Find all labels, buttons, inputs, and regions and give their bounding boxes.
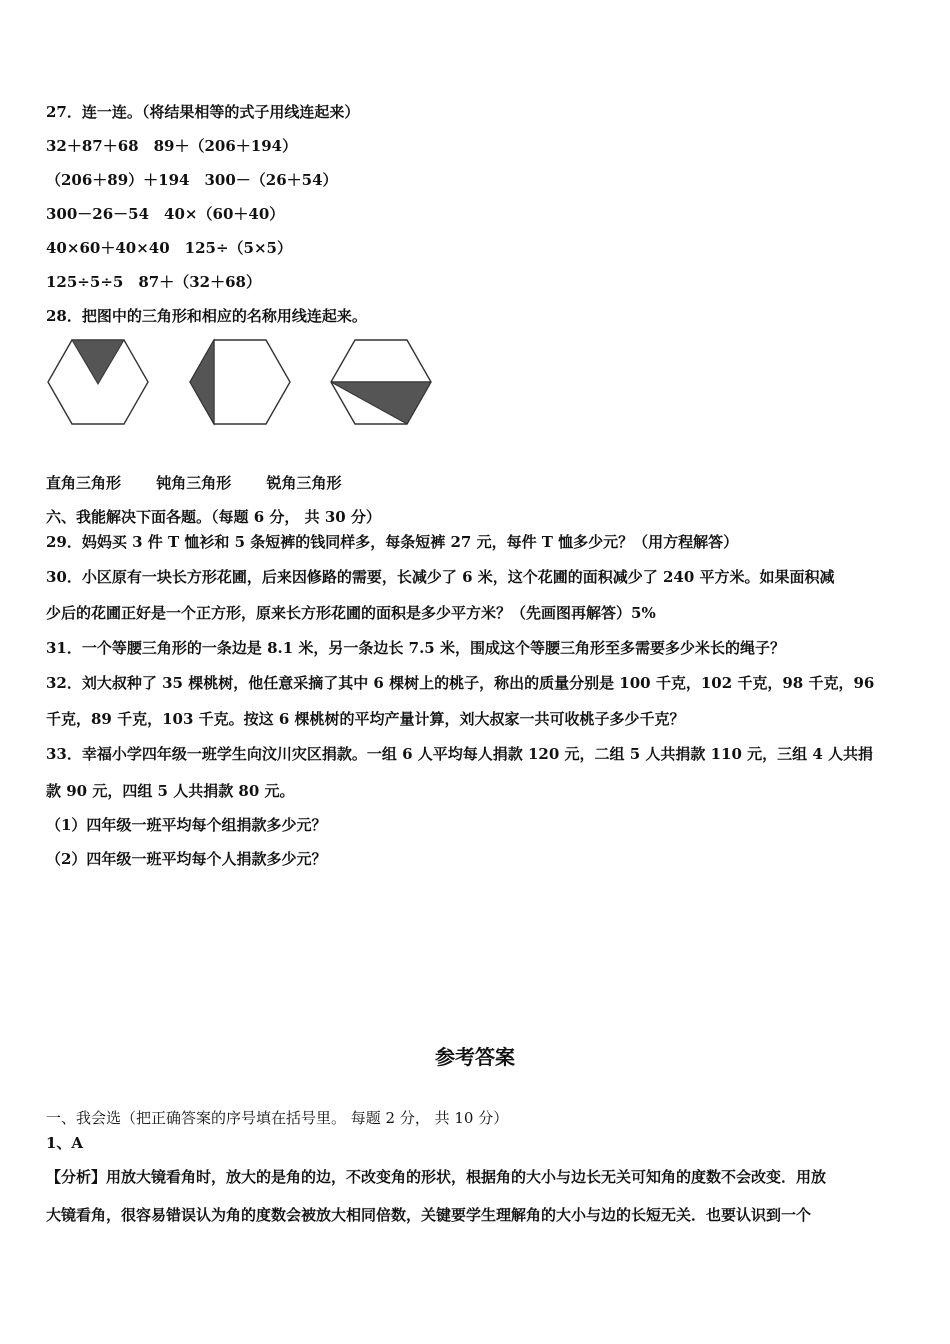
answers-section-1: 一、我会选（把正确答案的序号填在括号里。 每题 2 分， 共 10 分） xyxy=(46,1109,509,1127)
q27-row-5: 125÷5÷5 87＋（32＋68） xyxy=(46,273,261,291)
q32-line-2: 千克，89 千克，103 千克。按这 6 棵桃树的平均产量计算，刘大叔家一共可收桃子多少千克？ xyxy=(46,710,685,728)
section-6-heading: 六、我能解决下面各题。（每题 6 分， 共 30 分） xyxy=(46,508,381,526)
triangle-shaded-1 xyxy=(72,340,124,384)
q27-row-3: 300－26－54 40×（60＋40） xyxy=(46,205,285,223)
hexagon-figure-2 xyxy=(188,336,292,428)
q33-sub-2: （2）四年级一班平均每个人捐款多少元？ xyxy=(46,850,327,868)
q27-row-4: 40×60＋40×40 125÷（5×5） xyxy=(46,239,292,257)
q27-title: 27．连一连。（将结果相等的式子用线连起来） xyxy=(46,103,360,121)
q29: 29．妈妈买 3 件 T 恤衫和 5 条短裤的钱同样多，每条短裤 27 元，每件 T 恤多少元？（用方程解答） xyxy=(46,533,739,551)
q30-line-1: 30．小区原有一块长方形花圃，后来因修路的需要，长减少了 6 米，这个花圃的面积减少了 240 平方米。如果面积减 xyxy=(46,568,835,586)
q30-line-2: 少后的花圃正好是一个正方形，原来长方形花圃的面积是多少平方米？（先画图再解答）5% xyxy=(46,604,656,622)
answers-heading: 参考答案 xyxy=(435,1045,515,1069)
hexagon-figure-3 xyxy=(329,336,433,428)
answer-1: 1、A xyxy=(46,1134,84,1152)
q27-row-1: 32＋87＋68 89＋（206＋194） xyxy=(46,137,298,155)
analysis-line-1: 【分析】用放大镜看角时，放大的是角的边，不改变角的形状，根据角的大小与边长无关可知角的度数不会改变．用放 xyxy=(46,1168,827,1186)
q28-title: 28．把图中的三角形和相应的名称用线连起来。 xyxy=(46,307,367,325)
q33-sub-1: （1）四年级一班平均每个组捐款多少元？ xyxy=(46,816,327,834)
q31: 31．一个等腰三角形的一条边是 8.1 米，另一条边长 7.5 米，围成这个等腰三角形至多需要多少米长的绳子？ xyxy=(46,639,785,657)
q33-line-1: 33．幸福小学四年级一班学生向汶川灾区捐款。一组 6 人平均每人捐款 120 元，二组 5 人共捐款 110 元，三组 4 人共捐 xyxy=(46,745,874,763)
hexagon-figure-1 xyxy=(46,336,150,428)
name-obtuse-triangle: 钝角三角形 xyxy=(156,474,232,492)
triangle-shaded-3 xyxy=(331,382,431,424)
q33-line-2: 款 90 元，四组 5 人共捐款 80 元。 xyxy=(46,782,295,800)
q27-row-2: （206＋89）＋194 300－（26＋54） xyxy=(46,171,338,189)
q32-line-1: 32．刘大叔种了 35 棵桃树，他任意采摘了其中 6 棵树上的桃子，称出的质量分别是 100 千克，102 千克，98 千克，96 xyxy=(46,674,875,692)
triangle-shaded-2 xyxy=(190,340,214,424)
analysis-line-2: 大镜看角，很容易错误认为角的度数会被放大相同倍数，关键要学生理解角的大小与边的长短无关．也要认识到一个 xyxy=(46,1206,812,1224)
triangle-names xyxy=(46,473,372,493)
name-acute-triangle: 锐角三角形 xyxy=(266,474,342,492)
name-right-triangle: 直角三角形 xyxy=(46,474,122,492)
